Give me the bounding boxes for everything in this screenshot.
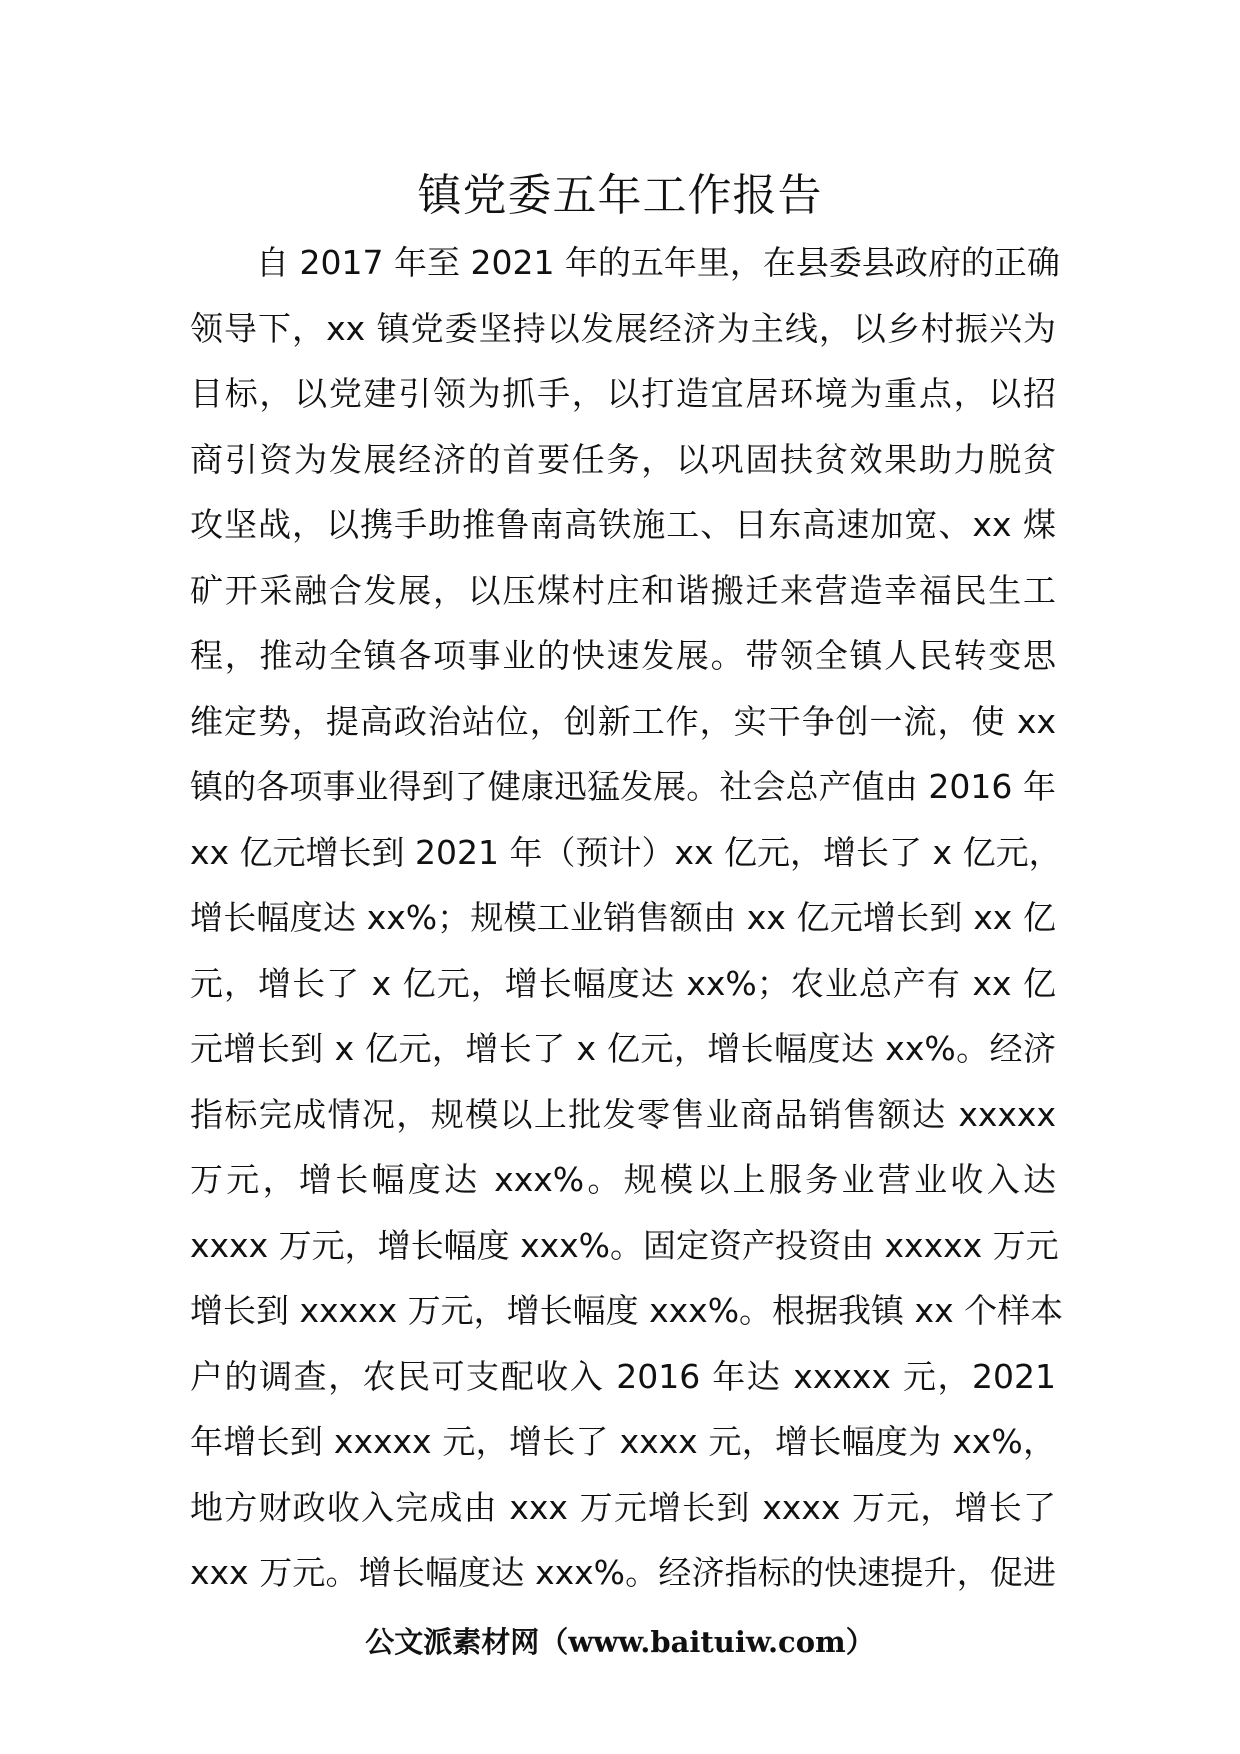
body-line: 年增长到 xxxxx 元，增长了 xxxx 元，增长幅度为 xx%，: [190, 1422, 1056, 1461]
body-line: 户的调查，农民可支配收入 2016 年达 xxxxx 元，2021: [190, 1356, 1056, 1396]
body-line: 自 2017 年至 2021 年的五年里，在县委县政府的正确: [256, 243, 1060, 282]
body-line: 万元，增长幅度达 xxx%。规模以上服务业营业收入达: [190, 1160, 1056, 1199]
body-line: 元增长到 x 亿元，增长了 x 亿元，增长幅度达 xx%。经济: [190, 1029, 1056, 1068]
document-title: 镇党委五年工作报告: [417, 170, 823, 221]
body-line: xxx 万元。增长幅度达 xxx%。经济指标的快速提升，促进: [190, 1553, 1056, 1592]
body-line: 增长幅度达 xx%；规模工业销售额由 xx 亿元增长到 xx 亿: [190, 898, 1056, 937]
body-line: 指标完成情况，规模以上批发零售业商品销售额达 xxxxx: [190, 1094, 1056, 1134]
document-body: [190, 230, 1064, 1606]
body-line: 维定势，提高政治站位，创新工作，实干争创一流，使 xx: [190, 701, 1056, 741]
body-line: 攻坚战，以携手助推鲁南高铁施工、日东高速加宽、xx 煤: [190, 505, 1056, 544]
body-line: 镇的各项事业得到了健康迅猛发展。社会总产值由 2016 年: [190, 767, 1056, 806]
body-line: 领导下，xx 镇党委坚持以发展经济为主线，以乡村振兴为: [190, 308, 1056, 348]
body-line: 商引资为发展经济的首要任务，以巩固扶贫效果助力脱贫: [190, 439, 1056, 479]
watermark-footer: 公文派素材网（www.baituiw.com）: [365, 1625, 875, 1659]
body-line: 元，增长了 x 亿元，增长幅度达 xx%；农业总产有 xx 亿: [190, 963, 1056, 1003]
body-line: 矿开采融合发展，以压煤村庄和谐搬迁来营造幸福民生工: [190, 570, 1056, 610]
body-line: xx 亿元增长到 2021 年（预计）xx 亿元，增长了 x 亿元，: [190, 832, 1062, 872]
body-line: 增长到 xxxxx 万元，增长幅度 xxx%。根据我镇 xx 个样本: [190, 1291, 1064, 1330]
body-line: 程，推动全镇各项事业的快速发展。带领全镇人民转变思: [190, 636, 1056, 675]
body-line: 目标，以党建引领为抓手，以打造宜居环境为重点，以招: [190, 374, 1056, 413]
body-line: 地方财政收入完成由 xxx 万元增长到 xxxx 万元，增长了: [190, 1487, 1056, 1527]
body-line: xxxx 万元，增长幅度 xxx%。固定资产投资由 xxxxx 万元: [190, 1225, 1059, 1265]
